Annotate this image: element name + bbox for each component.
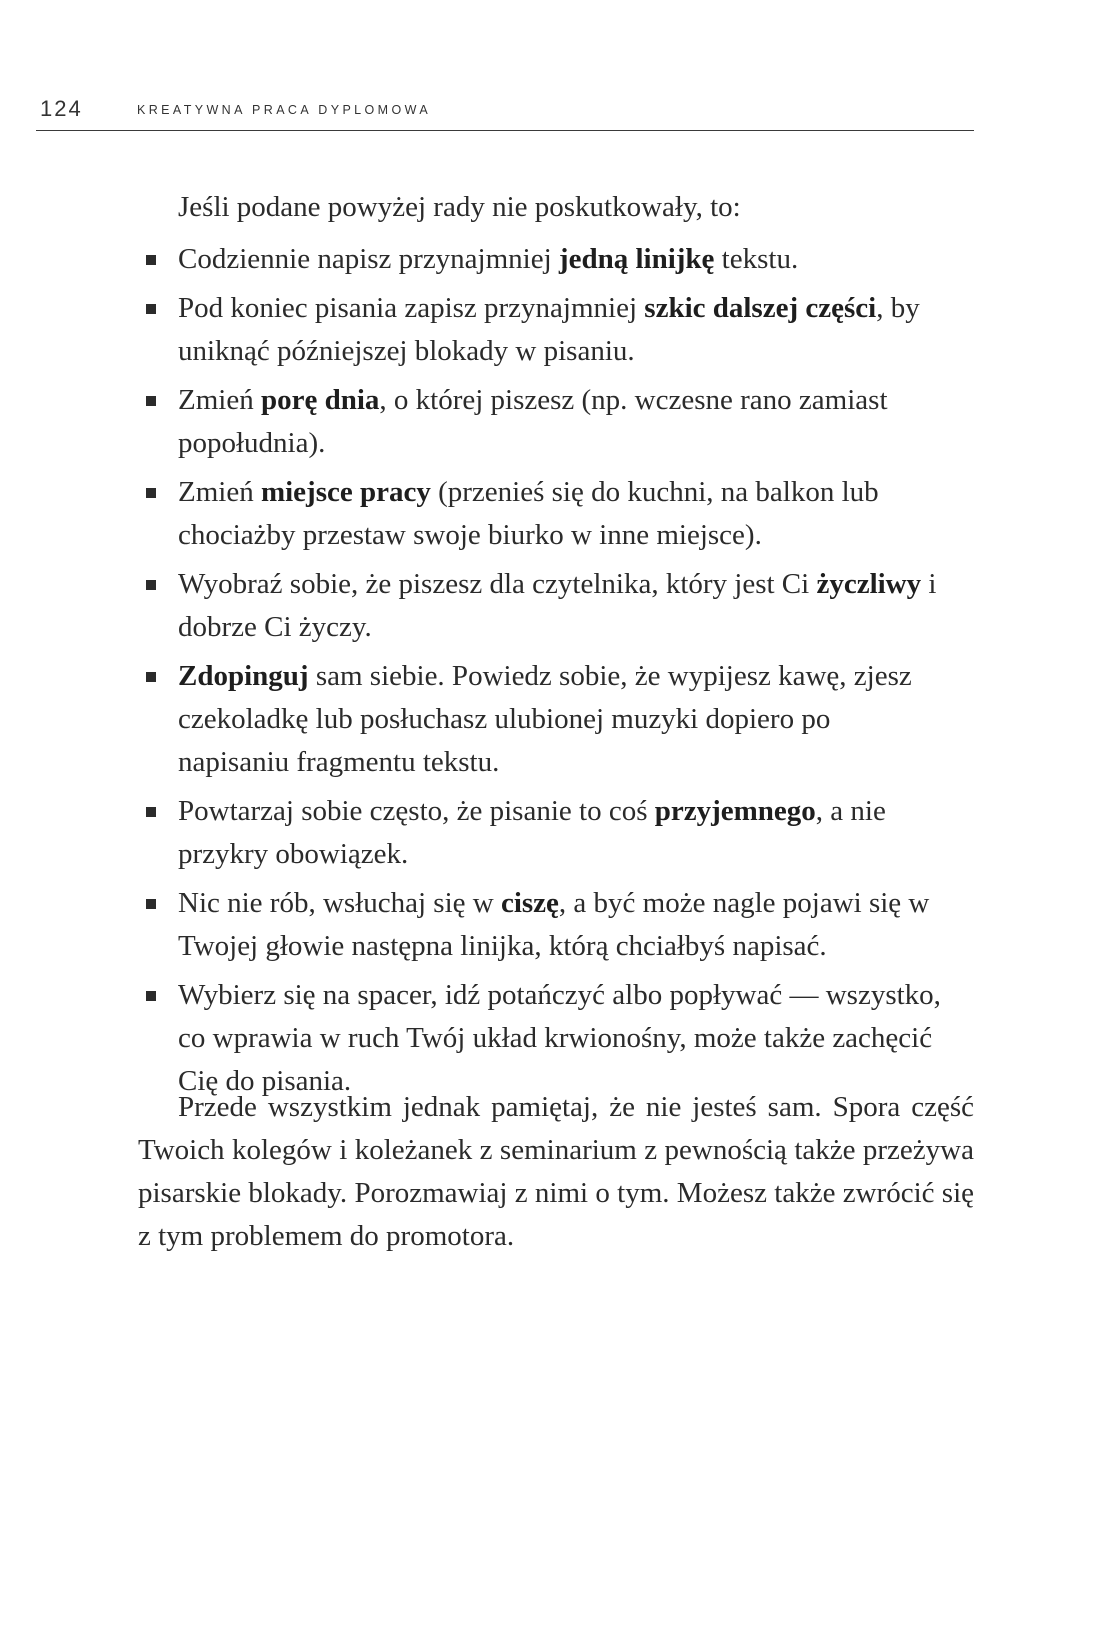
- list-item: [142, 882, 942, 968]
- tip-text: Zmień: [178, 384, 261, 416]
- tip-emphasis: szkic dalszej części: [644, 292, 877, 324]
- list-item: [142, 790, 942, 876]
- tip-text: (przenieś się do kuchni, na balkon lub chociażby przestaw swoje biurko w inne miejsce).: [178, 476, 879, 551]
- tip-text: , by uniknąć późniejszej blokady w pisaniu.: [178, 292, 920, 367]
- tip-text: Codziennie napisz przynajmniej: [178, 243, 559, 275]
- tip-text: tekstu.: [714, 243, 799, 275]
- tip-text: , o której piszesz (np. wczesne rano zamiast popołudnia).: [178, 384, 888, 459]
- tip-emphasis: życzliwy: [816, 568, 922, 600]
- tip-text: Wyobraź sobie, że piszesz dla czytelnika, który jest Ci: [178, 568, 817, 600]
- list-item: [142, 471, 942, 557]
- tip-emphasis: przyjemnego: [654, 795, 816, 827]
- bullet-icon: [146, 580, 156, 590]
- bullet-icon: [146, 304, 156, 314]
- tips-list: [142, 238, 942, 1109]
- closing-paragraph: Przede wszystkim jednak pamiętaj, że nie jesteś sam. Spora część Twoich kolegów i koleżanek z seminarium z pewnością także przeżywa pisarskie blokady. Porozmawiaj z nimi o tym. Możesz także zwrócić się z tym problemem do promotora.: [138, 1091, 974, 1252]
- tip-text: Powtarzaj sobie często, że pisanie to coś: [178, 795, 655, 827]
- bullet-icon: [146, 991, 156, 1001]
- tip-text: Pod koniec pisania zapisz przynajmniej: [178, 292, 645, 324]
- tip-emphasis: jedną linijkę: [558, 243, 715, 275]
- tip-text: sam siebie. Powiedz sobie, że wypijesz kawę, zjesz czekoladkę lub posłuchasz ulubionej muzyki dopiero po napisaniu fragmentu tekstu.: [178, 660, 912, 778]
- tip-text: , a być może nagle pojawi się w Twojej głowie następna linijka, którą chciałbyś napisać.: [178, 887, 930, 962]
- page-number: 124: [40, 96, 83, 121]
- bullet-icon: [146, 899, 156, 909]
- bullet-icon: [146, 488, 156, 498]
- bullet-icon: [146, 807, 156, 817]
- running-head: [36, 86, 974, 131]
- tip-emphasis: Zdopinguj: [178, 660, 309, 692]
- book-title: KREATYWNA PRACA DYPLOMOWA: [137, 103, 432, 117]
- list-item: [142, 563, 942, 649]
- list-item: [142, 655, 942, 784]
- tip-emphasis: ciszę: [500, 887, 559, 919]
- tip-text: i dobrze Ci życzy.: [178, 568, 937, 643]
- list-item: [142, 974, 942, 1103]
- tip-emphasis: porę dnia: [260, 384, 380, 416]
- tip-text: Wybierz się na spacer, idź potańczyć albo popływać — wszystko, co wprawia w ruch Twój układ krwionośny, może także zachęcić Cię do pisania.: [178, 979, 941, 1097]
- bullet-icon: [146, 396, 156, 406]
- list-item: [142, 238, 942, 281]
- list-item: [142, 287, 942, 373]
- tip-text: , a nie przykry obowiązek.: [178, 795, 886, 870]
- tip-text: Nic nie rób, wsłuchaj się w: [178, 887, 501, 919]
- intro-paragraph: Jeśli podane powyżej rady nie poskutkowały, to:: [178, 191, 741, 223]
- tip-emphasis: miejsce pracy: [260, 476, 431, 508]
- bullet-icon: [146, 255, 156, 265]
- list-item: [142, 379, 942, 465]
- tip-text: Zmień: [178, 476, 261, 508]
- bullet-icon: [146, 672, 156, 682]
